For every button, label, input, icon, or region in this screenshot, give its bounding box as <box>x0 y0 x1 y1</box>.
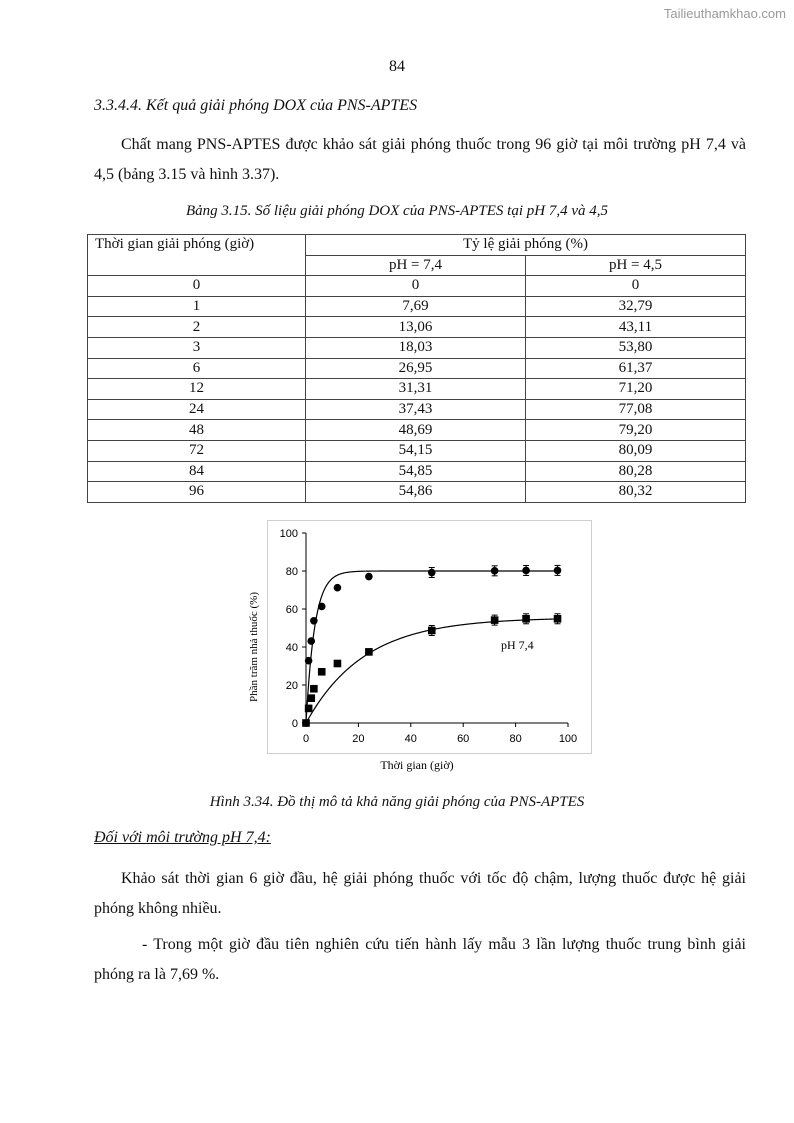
point-ph74 <box>307 694 315 702</box>
ph45-cell: 79,20 <box>526 420 746 441</box>
point-ph45 <box>307 637 315 645</box>
point-ph45 <box>305 657 313 665</box>
table-row <box>88 461 746 482</box>
y-tick-label: 20 <box>285 680 298 692</box>
paragraph-3: - Trong một giờ đầu tiên nghiên cứu tiến hành lấy mẫu 3 lần lượng thuốc trung bình giải phóng ra là 7,69 %. <box>94 936 746 983</box>
x-tick-label: 60 <box>457 733 470 745</box>
point-ph45 <box>365 573 373 581</box>
point-ph74 <box>310 685 318 693</box>
table-row <box>88 296 746 317</box>
y-tick-label: 60 <box>285 604 298 616</box>
page-number: 84 <box>389 58 405 75</box>
release-chart <box>240 520 600 778</box>
table-row <box>88 440 746 461</box>
table-row <box>88 276 746 297</box>
point-ph74 <box>334 660 342 668</box>
table-row <box>88 358 746 379</box>
header-time: Thời gian giải phóng (giờ) <box>88 235 306 276</box>
time-cell: 0 <box>88 276 306 297</box>
point-ph45 <box>334 584 342 592</box>
ph45-cell: 71,20 <box>526 379 746 400</box>
ph45-cell: 0 <box>526 276 746 297</box>
series-annotation: pH 7,4 <box>501 638 534 652</box>
ph45-cell: 80,28 <box>526 461 746 482</box>
y-axis-label: Phần trăm nhả thuốc (%) <box>248 592 260 702</box>
ph74-cell: 54,15 <box>306 440 526 461</box>
x-tick-label: 100 <box>558 733 578 745</box>
point-ph45 <box>428 569 436 577</box>
y-tick-label: 40 <box>285 642 298 654</box>
y-tick-label: 80 <box>285 566 298 578</box>
time-cell: 12 <box>88 379 306 400</box>
ph74-cell: 31,31 <box>306 379 526 400</box>
time-cell: 48 <box>88 420 306 441</box>
ph74-cell: 7,69 <box>306 296 526 317</box>
time-cell: 72 <box>88 440 306 461</box>
subheading: Đối với môi trường pH 7,4: <box>94 829 271 846</box>
x-tick-label: 80 <box>509 733 522 745</box>
paragraph-2: Khảo sát thời gian 6 giờ đầu, hệ giải phóng thuốc với tốc độ chậm, lượng thuốc được hệ giải phóng không nhiều. <box>94 870 746 917</box>
ph74-cell: 48,69 <box>306 420 526 441</box>
ph45-cell: 77,08 <box>526 399 746 420</box>
section-heading: 3.3.4.4. Kết quả giải phóng DOX của PNS-APTES <box>94 97 418 114</box>
table-row <box>88 399 746 420</box>
point-ph74 <box>302 719 310 727</box>
ph74-cell: 0 <box>306 276 526 297</box>
chart-ticks <box>280 528 578 745</box>
header-ph74: pH = 7,4 <box>306 255 526 276</box>
point-ph74 <box>305 705 313 713</box>
time-cell: 2 <box>88 317 306 338</box>
intro-paragraph: Chất mang PNS-APTES được khảo sát giải phóng thuốc trong 96 giờ tại môi trường pH 7,4 và 4,5 (bảng 3.15 và hình 3.37). <box>94 136 746 183</box>
time-cell: 24 <box>88 399 306 420</box>
time-cell: 6 <box>88 358 306 379</box>
point-ph45 <box>318 603 326 611</box>
ph74-cell: 26,95 <box>306 358 526 379</box>
point-ph74 <box>554 615 562 623</box>
point-ph45 <box>522 567 530 575</box>
y-tick-label: 0 <box>291 718 298 730</box>
point-ph45 <box>310 617 318 625</box>
header-ph45: pH = 4,5 <box>526 255 746 276</box>
watermark: Tailieuthamkhao.com <box>663 6 786 21</box>
ph45-cell: 61,37 <box>526 358 746 379</box>
table-row <box>88 482 746 503</box>
point-ph74 <box>318 668 326 676</box>
x-tick-label: 20 <box>352 733 365 745</box>
table-row <box>88 379 746 400</box>
time-cell: 3 <box>88 337 306 358</box>
ph74-cell: 13,06 <box>306 317 526 338</box>
ph45-cell: 80,09 <box>526 440 746 461</box>
point-ph45 <box>554 567 562 575</box>
point-ph74 <box>522 615 530 623</box>
figure-caption: Hình 3.34. Đồ thị mô tả khả năng giải phóng của PNS-APTES <box>209 794 585 810</box>
ph74-cell: 18,03 <box>306 337 526 358</box>
ph45-cell: 80,32 <box>526 482 746 503</box>
release-data-table <box>87 234 746 503</box>
y-tick-label: 100 <box>279 528 298 540</box>
point-ph74 <box>491 616 499 624</box>
ph45-cell: 43,11 <box>526 317 746 338</box>
header-ratio: Tỷ lệ giải phóng (%) <box>306 235 746 256</box>
table-row <box>88 337 746 358</box>
time-cell: 84 <box>88 461 306 482</box>
chart-axes <box>306 533 568 723</box>
x-tick-label: 0 <box>302 733 310 745</box>
point-ph74 <box>428 627 436 635</box>
ph74-cell: 54,85 <box>306 461 526 482</box>
point-ph45 <box>491 567 499 575</box>
ph74-cell: 54,86 <box>306 482 526 503</box>
point-ph74 <box>365 648 373 656</box>
time-cell: 1 <box>88 296 306 317</box>
time-cell: 96 <box>88 482 306 503</box>
ph45-cell: 53,80 <box>526 337 746 358</box>
table-body <box>88 276 746 503</box>
table-caption: Bảng 3.15. Số liệu giải phóng DOX của PNS-APTES tại pH 7,4 và 4,5 <box>185 203 609 219</box>
table-row <box>88 420 746 441</box>
ph45-cell: 32,79 <box>526 296 746 317</box>
x-axis-label: Thời gian (giờ) <box>380 758 454 772</box>
x-tick-label: 40 <box>404 733 417 745</box>
ph74-cell: 37,43 <box>306 399 526 420</box>
table-row <box>88 317 746 338</box>
